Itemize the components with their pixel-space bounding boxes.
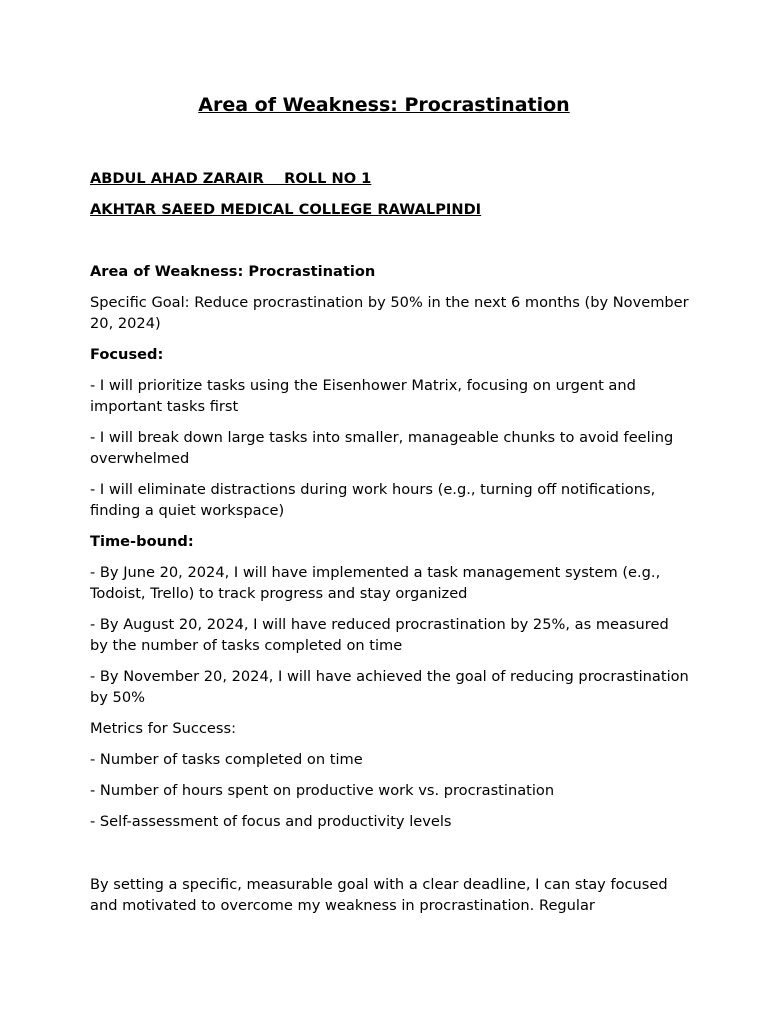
metrics-item: - Number of tasks completed on time: [90, 751, 363, 768]
metrics-item: - Number of hours spent on productive work vs. procrastination: [90, 782, 555, 799]
specific-goal: Specific Goal: Reduce procrastination by 50% in the next 6 months (by November 20, 2024): [90, 294, 689, 332]
time-bound-item: - By November 20, 2024, I will have achieved the goal of reducing procrastination by 50%: [90, 668, 689, 706]
focused-item: - I will prioritize tasks using the Eisenhower Matrix, focusing on urgent and important tasks first: [90, 377, 636, 415]
metrics-item: - Self-assessment of focus and productivity levels: [90, 813, 452, 830]
document-title: Area of Weakness: Procrastination: [198, 94, 570, 116]
time-bound-item: - By June 20, 2024, I will have implemented a task management system (e.g., Todoist, Trello) to track progress and stay organized: [90, 564, 661, 602]
time-bound-item: - By August 20, 2024, I will have reduced procrastination by 25%, as measured by the number of tasks completed on time: [90, 616, 669, 654]
focused-heading: Focused:: [90, 346, 164, 363]
section-heading: Area of Weakness: Procrastination: [90, 263, 376, 280]
time-bound-heading: Time-bound:: [90, 533, 194, 550]
institution-line: AKHTAR SAEED MEDICAL COLLEGE RAWALPINDI: [90, 201, 482, 218]
focused-item: - I will eliminate distractions during work hours (e.g., turning off notifications, finding a quiet workspace): [90, 481, 656, 519]
focused-item: - I will break down large tasks into smaller, manageable chunks to avoid feeling overwhelmed: [90, 429, 674, 467]
metrics-heading: Metrics for Success:: [90, 720, 236, 737]
conclusion-paragraph: By setting a specific, measurable goal with a clear deadline, I can stay focused and motivated to overcome my weakness in procrastination. Regular: [90, 876, 668, 914]
document-body: [90, 168, 690, 926]
author-line: ABDUL AHAD ZARAIR ROLL NO 1: [90, 170, 372, 187]
